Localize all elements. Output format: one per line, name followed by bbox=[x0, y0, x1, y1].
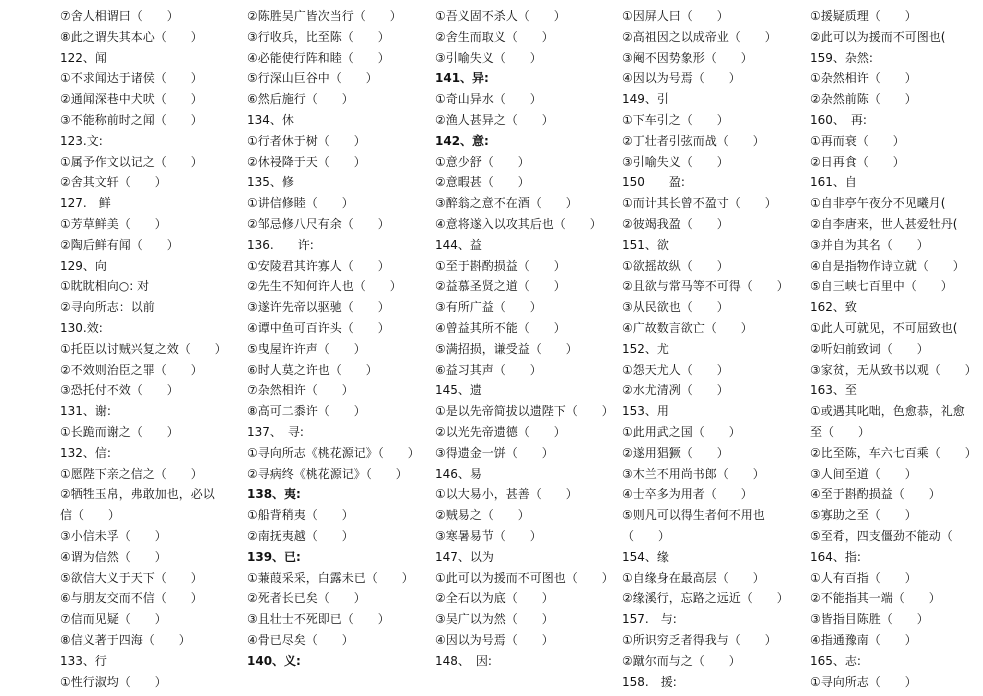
worksheet-line: ③吴广以为然（ ） bbox=[435, 612, 554, 627]
worksheet-line: ①至于斟酌损益（ ） bbox=[435, 258, 566, 273]
worksheet-line: ④曾益其所不能（ ） bbox=[435, 320, 566, 335]
worksheet-line: ①属予作文以记之（ ） bbox=[60, 154, 203, 169]
worksheet-line: ①眈眈相向○: 对 bbox=[60, 279, 150, 294]
worksheet-line: ①芳草鲜美（ ） bbox=[60, 216, 167, 231]
worksheet-line: ①吾义固不杀人（ ） bbox=[435, 9, 566, 23]
worksheet-line: ②牺牲玉帛，弗敢加也，必以 bbox=[60, 487, 215, 502]
worksheet-line: ③遂许先帝以驱驰（ ） bbox=[247, 300, 390, 315]
worksheet-line: ③木兰不用尚书郎（ ） bbox=[622, 466, 765, 481]
worksheet-line: ③人间至道（ ） bbox=[810, 466, 917, 481]
worksheet-line: ②蹴尔而与之（ ） bbox=[622, 653, 741, 668]
worksheet-line: ②休祲降于天（ ） bbox=[247, 154, 366, 169]
worksheet-line: 162、致 bbox=[810, 300, 857, 315]
worksheet-line: ⑤至肴，四支僵劲不能动（ bbox=[810, 528, 953, 543]
worksheet-line: ③寒暑易节（ ） bbox=[435, 528, 542, 543]
worksheet-line: ⑤行深山巨谷中（ ） bbox=[247, 71, 378, 86]
section-heading: 140、义: bbox=[247, 653, 301, 668]
worksheet-line: ①此可以为援而不可图也（ ） bbox=[435, 570, 614, 585]
worksheet-line: 160、 再: bbox=[810, 112, 867, 127]
worksheet-line: ④因以为号焉（ ） bbox=[622, 71, 741, 86]
worksheet-line: ②比至陈，车六七百乘（ ） bbox=[810, 445, 977, 460]
worksheet-line: 149、引 bbox=[622, 92, 669, 107]
worksheet-line: ③不能称前时之闻（ ） bbox=[60, 112, 203, 127]
worksheet-line: ⑤欲信大义于天下（ ） bbox=[60, 570, 203, 585]
worksheet-line: ①或遇其叱咄，色愈恭，礼愈 bbox=[810, 404, 965, 419]
worksheet-line: 146、易 bbox=[435, 466, 482, 481]
worksheet-line: ①自缘身在最高层（ ） bbox=[622, 570, 765, 585]
worksheet-line: ②益慕圣贤之道（ ） bbox=[435, 279, 566, 294]
worksheet-line: ④谭中鱼可百许头（ ） bbox=[247, 320, 390, 335]
section-heading: 138、夷: bbox=[247, 487, 301, 502]
worksheet-line: 131、谢: bbox=[60, 404, 111, 419]
worksheet-line: ①奇山异水（ ） bbox=[435, 92, 542, 107]
worksheet-line: ①杂然相许（ ） bbox=[810, 71, 917, 86]
worksheet-line: 152、尤 bbox=[622, 341, 669, 356]
worksheet-line: 163、至 bbox=[810, 383, 857, 398]
worksheet-line: 148、 因: bbox=[435, 653, 492, 668]
worksheet-line: ②不能指其一端（ ） bbox=[810, 591, 941, 606]
worksheet-line: ⑧信义著于四海（ ） bbox=[60, 632, 191, 647]
worksheet-line: 127. 鲜 bbox=[60, 196, 111, 211]
worksheet-line: ①因屏人曰（ ） bbox=[622, 9, 729, 23]
worksheet-line: ④指通豫南（ ） bbox=[810, 632, 917, 647]
worksheet-line: ③家贫，无从致书以观（ ） bbox=[810, 362, 977, 377]
worksheet-line: ⑦杂然相许（ ） bbox=[247, 383, 354, 398]
worksheet-line: ④广故数言欲亡（ ） bbox=[622, 320, 753, 335]
worksheet-line: ②且欲与常马等不可得（ ） bbox=[622, 279, 789, 294]
worksheet-line: ②自李唐来，世人甚爱牡丹( bbox=[810, 216, 958, 231]
worksheet-line: 151、欲 bbox=[622, 237, 669, 252]
worksheet-line: ③小信未孚（ ） bbox=[60, 528, 167, 543]
worksheet-line: ③得遗金一饼（ ） bbox=[435, 445, 554, 460]
worksheet-line: ①自非亭午夜分不见曦月( bbox=[810, 196, 946, 211]
worksheet-line: 147、以为 bbox=[435, 549, 494, 564]
worksheet-column bbox=[60, 6, 227, 692]
worksheet-line: ④因以为号焉（ ） bbox=[435, 632, 554, 647]
worksheet-line: ①性行淑均（ ） bbox=[60, 674, 167, 689]
worksheet-column bbox=[247, 6, 420, 672]
worksheet-line: ③从民欲也（ ） bbox=[622, 300, 729, 315]
worksheet-line: ①欲摇故纵（ ） bbox=[622, 258, 729, 273]
worksheet-line: ②高祖因之以成帝业（ ） bbox=[622, 29, 777, 44]
worksheet-line: ①援疑质理（ ） bbox=[810, 9, 917, 23]
worksheet-line: ②通闻深巷中犬吠（ ） bbox=[60, 92, 203, 107]
worksheet-line: ①讲信修睦（ ） bbox=[247, 196, 354, 211]
worksheet-line: ⑧高可二黍许（ ） bbox=[247, 404, 366, 419]
worksheet-line: ①行者休于树（ ） bbox=[247, 133, 366, 148]
worksheet-line: 134、休 bbox=[247, 112, 294, 127]
worksheet-line: ①安陵君其许寡人（ ） bbox=[247, 258, 390, 273]
worksheet-line: ①以大易小，甚善（ ） bbox=[435, 487, 578, 502]
worksheet-line: ②舍生而取义（ ） bbox=[435, 29, 554, 44]
worksheet-line: ②贼易之（ ） bbox=[435, 508, 530, 523]
worksheet-line: （ ） bbox=[622, 528, 671, 543]
worksheet-line: ③行收兵，比至陈（ ） bbox=[247, 29, 390, 44]
worksheet-line: ⑤曳屋许许声（ ） bbox=[247, 341, 366, 356]
worksheet-line: ④必能使行阵和睦（ ） bbox=[247, 50, 390, 65]
worksheet-line: ②全石以为底（ ） bbox=[435, 591, 554, 606]
worksheet-line: ②舍其文轩（ ） bbox=[60, 175, 167, 190]
worksheet-line: ②听妇前致词（ ） bbox=[810, 341, 929, 356]
worksheet-line: 132、信: bbox=[60, 445, 111, 460]
worksheet-line: ②寻向所志：以前 bbox=[60, 300, 155, 315]
worksheet-line: ②丁壮者引弦而战（ ） bbox=[622, 133, 765, 148]
worksheet-line: ①蒹葭采采，白露未已（ ） bbox=[247, 570, 414, 585]
worksheet-line: ③皆指目陈胜（ ） bbox=[810, 612, 929, 627]
worksheet-line: 165、志: bbox=[810, 653, 861, 668]
worksheet-line: 158. 援: bbox=[622, 674, 677, 689]
worksheet-line: ⑤自三峡七百里中（ ） bbox=[810, 279, 953, 294]
worksheet-line: ①寻向所志《桃花源记》（ ） bbox=[247, 445, 420, 460]
worksheet-line: ⑦舍人相谓曰（ ） bbox=[60, 9, 179, 23]
worksheet-line: 133、行 bbox=[60, 653, 107, 668]
worksheet-line: ②南抚夷越（ ） bbox=[247, 528, 354, 543]
worksheet-line: ②邹忌修八尺有余（ ） bbox=[247, 216, 390, 231]
worksheet-line: 至（ ） bbox=[810, 424, 871, 439]
worksheet-line: ①人有百指（ ） bbox=[810, 570, 917, 585]
worksheet-line: ②死者长已矣（ ） bbox=[247, 591, 366, 606]
worksheet-line: ③引喻失义（ ） bbox=[435, 50, 542, 65]
worksheet-line: ⑤则凡可以得生者何不用也 bbox=[622, 508, 765, 523]
worksheet-line: ②先生不知何许人也（ ） bbox=[247, 279, 402, 294]
worksheet-line: ⑧此之谓失其本心（ ） bbox=[60, 29, 203, 44]
worksheet-line: ③恐托付不效（ ） bbox=[60, 383, 179, 398]
worksheet-line: ①而计其长曾不盈寸（ ） bbox=[622, 196, 777, 211]
worksheet-line: ①所识穷乏者得我与（ ） bbox=[622, 632, 777, 647]
worksheet-line: ③有所广益（ ） bbox=[435, 300, 542, 315]
worksheet-line: 135、修 bbox=[247, 175, 294, 190]
worksheet-line: ②渔人甚异之（ ） bbox=[435, 112, 554, 127]
worksheet-line: 137、 寻: bbox=[247, 424, 304, 439]
worksheet-line: ①再而衰（ ） bbox=[810, 133, 905, 148]
worksheet-line: ⑦信而见疑（ ） bbox=[60, 612, 167, 627]
worksheet-line: ③醉翁之意不在酒（ ） bbox=[435, 196, 578, 211]
worksheet-line: ①是以先帝简拔以遗陛下（ ） bbox=[435, 404, 614, 419]
worksheet-line: ④谓为信然（ ） bbox=[60, 549, 167, 564]
worksheet-line: ①此人可就见，不可屈致也( bbox=[810, 320, 958, 335]
worksheet-line: ⑥然后施行（ ） bbox=[247, 92, 354, 107]
section-heading: 141、异: bbox=[435, 71, 489, 86]
worksheet-line: ①愿陛下亲之信之（ ） bbox=[60, 466, 203, 481]
worksheet-line: ①托臣以讨贼兴复之效（ ） bbox=[60, 341, 227, 356]
worksheet-column bbox=[810, 6, 977, 692]
worksheet-line: ①意少舒（ ） bbox=[435, 154, 530, 169]
worksheet-line: ④骨已尽矣（ ） bbox=[247, 632, 354, 647]
worksheet-line: ③且壮士不死即已（ ） bbox=[247, 612, 390, 627]
worksheet-line: 157. 与: bbox=[622, 612, 677, 627]
worksheet-line: ①船背稍夷（ ） bbox=[247, 508, 354, 523]
worksheet-line: ①长跪而谢之（ ） bbox=[60, 424, 179, 439]
worksheet-line: ④意将遂入以攻其后也（ ） bbox=[435, 216, 602, 231]
worksheet-line: ⑥与朋友交而不信（ ） bbox=[60, 591, 203, 606]
worksheet-line: ⑥时人莫之许也（ ） bbox=[247, 362, 378, 377]
worksheet-line: ②杂然前陈（ ） bbox=[810, 92, 917, 107]
worksheet-line: ②陈胜吴广皆次当行（ ） bbox=[247, 9, 402, 23]
worksheet-line: ⑤寡助之至（ ） bbox=[810, 508, 917, 523]
worksheet-line: ③引喻失义（ ） bbox=[622, 154, 729, 169]
section-heading: 142、意: bbox=[435, 133, 489, 148]
worksheet-line: 130.效: bbox=[60, 320, 103, 335]
worksheet-line: ②日再食（ ） bbox=[810, 154, 905, 169]
worksheet-line: ②遂用猖獗（ ） bbox=[622, 445, 729, 460]
worksheet-line: ①不求闻达于诸侯（ ） bbox=[60, 71, 203, 86]
worksheet-line: ①下车引之（ ） bbox=[622, 112, 729, 127]
worksheet-line: ②彼竭我盈（ ） bbox=[622, 216, 729, 231]
worksheet-line: 144、益 bbox=[435, 237, 482, 252]
worksheet-line: 164、指: bbox=[810, 549, 861, 564]
section-heading: 139、已: bbox=[247, 549, 301, 564]
worksheet-line: 信（ ） bbox=[60, 508, 121, 523]
worksheet-line: ④士卒多为用者（ ） bbox=[622, 487, 753, 502]
worksheet-line: ②此可以为援而不可图也( bbox=[810, 29, 946, 44]
worksheet-line: ②寻病终《桃花源记》（ ） bbox=[247, 466, 408, 481]
worksheet-line: 150 盈: bbox=[622, 175, 685, 190]
worksheet-line: 122、闻 bbox=[60, 50, 107, 65]
worksheet-column bbox=[622, 6, 789, 692]
worksheet-line: ④至于斟酌损益（ ） bbox=[810, 487, 941, 502]
worksheet-line: ②意暇甚（ ） bbox=[435, 175, 530, 190]
worksheet-line: 145、遗 bbox=[435, 383, 482, 398]
worksheet-line: 123.文: bbox=[60, 133, 103, 148]
worksheet-line: ②陶后鲜有闻（ ） bbox=[60, 237, 179, 252]
worksheet-line: ③阉不因势象形（ ） bbox=[622, 50, 753, 65]
worksheet-line: 129、向 bbox=[60, 258, 107, 273]
worksheet-line: 159、杂然: bbox=[810, 50, 873, 65]
worksheet-line: ②不效则治臣之罪（ ） bbox=[60, 362, 203, 377]
worksheet-line: ②水尤清冽（ ） bbox=[622, 383, 729, 398]
worksheet-line: ②缘溪行，忘路之远近（ ） bbox=[622, 591, 789, 606]
worksheet-line: ③并自为其名（ ） bbox=[810, 237, 929, 252]
worksheet-line: ①此用武之国（ ） bbox=[622, 424, 741, 439]
worksheet-column bbox=[435, 6, 614, 672]
worksheet-line: ①寻向所志（ ） bbox=[810, 674, 917, 689]
worksheet-line: 154、缘 bbox=[622, 549, 669, 564]
worksheet-line: 161、自 bbox=[810, 175, 857, 190]
worksheet-line: ⑥益习其声（ ） bbox=[435, 362, 542, 377]
worksheet-line: ①怨天尤人（ ） bbox=[622, 362, 729, 377]
worksheet-line: ⑤满招损，谦受益（ ） bbox=[435, 341, 578, 356]
worksheet-line: ②以光先帝遗德（ ） bbox=[435, 424, 566, 439]
worksheet-line: 136. 许: bbox=[247, 237, 314, 252]
worksheet-line: 153、用 bbox=[622, 404, 669, 419]
worksheet-line: ④自是指物作诗立就（ ） bbox=[810, 258, 965, 273]
